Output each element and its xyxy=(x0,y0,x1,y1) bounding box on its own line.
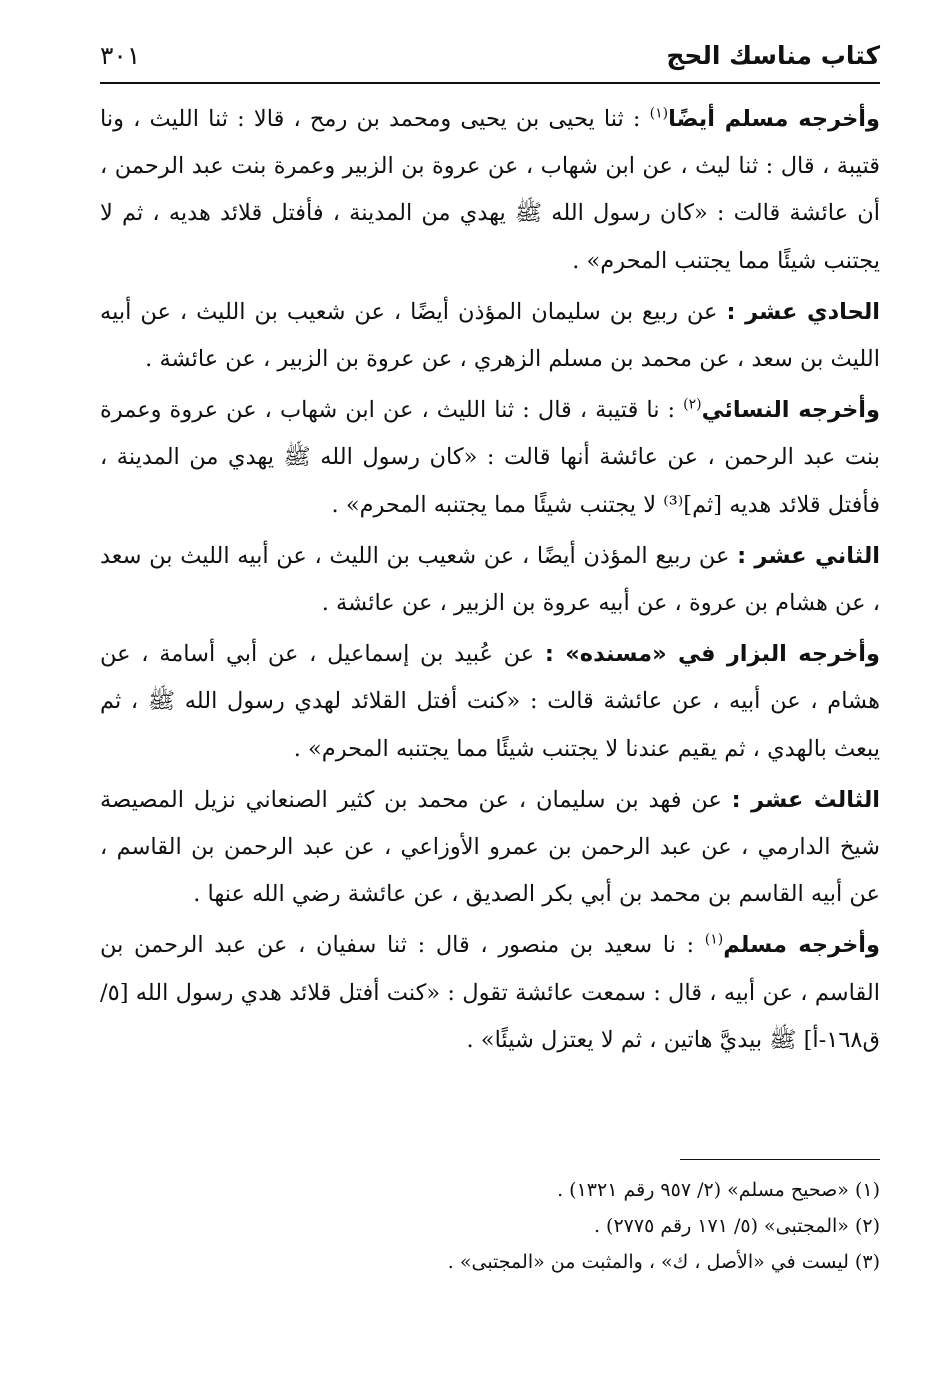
paragraph xyxy=(100,533,880,627)
paragraph-text: : نا قتيبة ، قال : ثنا الليث ، عن ابن شهاب ، عن عروة وعمرة بنت عبد الرحمن ، عن عائشة أنها قالت : «كان رسول الله ﷺ يهدي من المدينة ، فأفتل قلائد هديه [ثم]⁽³⁾ لا يجتنب شيئًا مما يجتنبه المحرم» . xyxy=(100,397,880,518)
footnote-rule xyxy=(680,1159,880,1160)
page-number: ٣٠١ xyxy=(100,41,141,70)
footnote-ref: (١) xyxy=(649,105,669,122)
footnote: (٣) ليست في «الأصل ، ك» ، والمثبت من «المجتبى» . xyxy=(447,1251,880,1273)
paragraph-text: عن ربيع بن سليمان المؤذن أيضًا ، عن شعيب بن الليث ، عن أبيه الليث بن سعد ، عن محمد بن مسلم الزهري ، عن عروة بن الزبير ، عن عائشة . xyxy=(100,298,880,373)
paragraph xyxy=(100,96,880,285)
paragraph-lead: الثاني عشر : xyxy=(737,542,880,569)
footnote: (٢) «المجتبى» (٥/ ١٧١ رقم ٢٧٧٥) . xyxy=(593,1215,880,1237)
footnote-ref: (١) xyxy=(704,931,724,948)
header-rule xyxy=(100,82,880,84)
paragraph-text: : ثنا يحيى بن يحيى ومحمد بن رمح ، قالا : ثنا الليث ، ونا قتيبة ، قال : ثنا ليث ، عن ابن شهاب ، عن عروة بن الزبير وعمرة بنت عبد الرحمن ، أن عائشة قالت : «كان رسول الله ﷺ يهدي من المدينة ، فأفتل قلائد هديه ، ثم لا يجتنب شيئًا مما يجتنب المحرم» . xyxy=(100,106,880,274)
paragraph-lead: وأخرجه النسائي xyxy=(701,397,880,424)
paragraph xyxy=(100,922,880,1064)
paragraph-text: : نا سعيد بن منصور ، قال : ثنا سفيان ، عن عبد الرحمن بن القاسم ، عن أبيه ، قال : سمعت عائشة تقول : «كنت أفتل قلائد هدي رسول الله [٥/ ق١٦٨-أ] ﷺ بيديَّ هاتين ، ثم لا يعتزل شيئًا» . xyxy=(100,932,880,1053)
main-text xyxy=(100,96,880,1068)
paragraph-lead: وأخرجه البزار في «مسنده» : xyxy=(544,641,880,668)
paragraph-lead: وأخرجه مسلم أيضًا xyxy=(668,106,880,132)
paragraph-text: عن عُبيد بن إسماعيل ، عن أبي أسامة ، عن هشام ، عن أبيه ، عن عائشة قالت : «كنت أفتل القلائد لهدي رسول الله ﷺ ، ثم يبعث بالهدي ، ثم يقيم عندنا لا يجتنب شيئًا مما يجتنبه المحرم» . xyxy=(100,641,880,762)
paragraph-lead: الحادي عشر : xyxy=(726,298,880,325)
paragraph xyxy=(100,289,880,383)
paragraph xyxy=(100,777,880,919)
book-title: كتاب مناسك الحج xyxy=(666,41,880,70)
page-header xyxy=(100,26,880,76)
footnotes xyxy=(100,1172,880,1280)
paragraph-lead: وأخرجه مسلم xyxy=(723,932,880,959)
footnote: (١) «صحيح مسلم» (٢/ ٩٥٧ رقم ١٣٢١) . xyxy=(557,1179,880,1201)
paragraph-text: عن فهد بن سليمان ، عن محمد بن كثير الصنعاني نزيل المصيصة شيخ الدارمي ، عن عبد الرحمن بن عمرو الأوزاعي ، عن عبد الرحمن بن القاسم ، عن أبيه القاسم بن محمد بن أبي بكر الصديق ، عن عائشة رضي الله عنها . xyxy=(100,786,880,908)
paragraph xyxy=(100,631,880,773)
paragraph-lead: الثالث عشر : xyxy=(731,786,880,813)
paragraph-text: عن ربيع المؤذن أيضًا ، عن شعيب بن الليث ، عن أبيه الليث بن سعد ، عن هشام بن عروة ، عن أبيه عروة بن الزبير ، عن عائشة . xyxy=(100,542,880,617)
paragraph xyxy=(100,387,880,529)
footnote-ref: (٢) xyxy=(683,396,702,413)
